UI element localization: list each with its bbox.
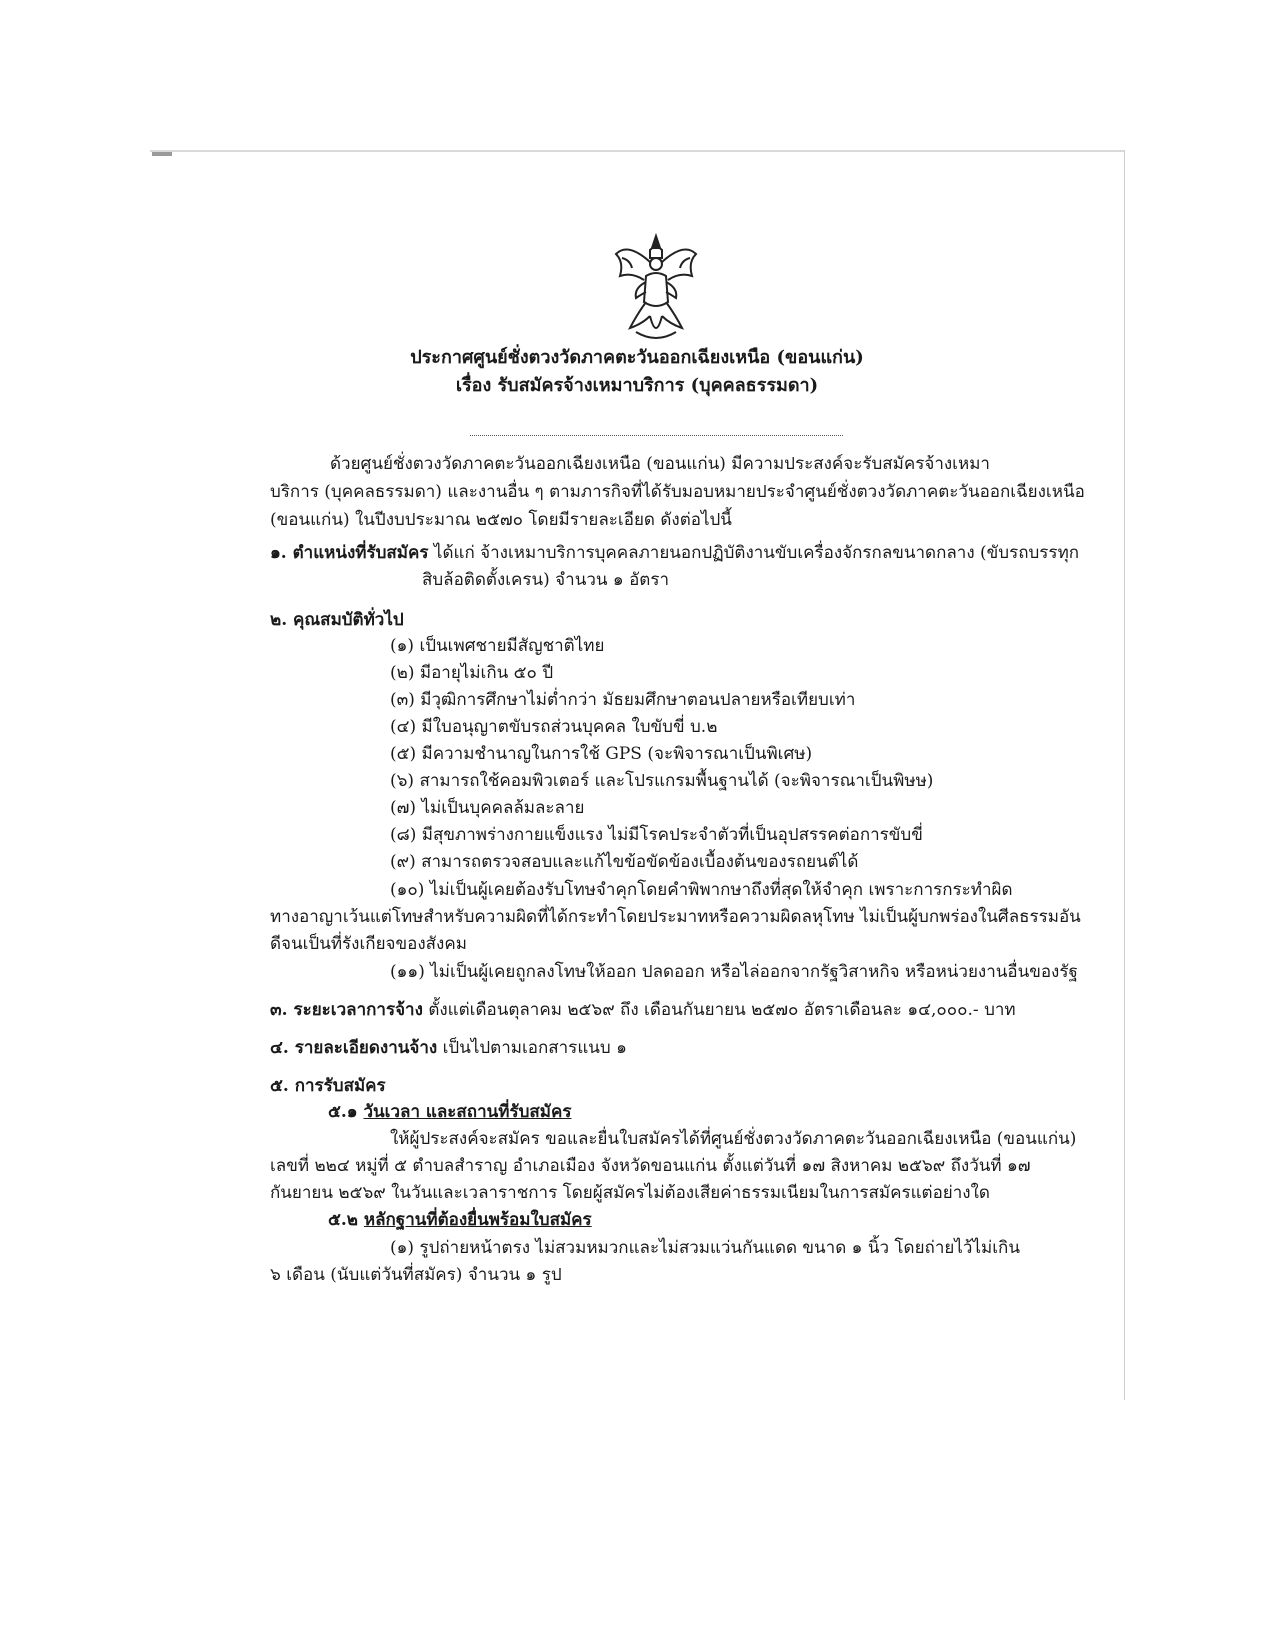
section-5-1-heading <box>328 1100 571 1124</box>
section-5-1-number: ๕.๑ <box>328 1102 364 1122</box>
section-5-2-heading <box>328 1208 592 1232</box>
section-5-1-line-2: เลขที่ ๒๒๔ หมู่ที่ ๕ ตำบลสำราญ อำเภอเมือง จังหวัดขอนแก่น ตั้งแต่วันที่ ๑๗ สิงหาคม ๒๕๖๙ ถึงวันที่ ๑๗ <box>270 1156 1031 1176</box>
qualification-item: (๖) สามารถใช้คอมพิวเตอร์ และโปรแกรมพื้นฐานได้ (จะพิจารณาเป็นพิษษ) <box>390 771 934 791</box>
section-3 <box>270 998 1016 1022</box>
qualification-item-10-line-1: (๑๐) ไม่เป็นผู้เคยต้องรับโทษจำคุกโดยคำพิพากษาถึงที่สุดให้จำคุก เพราะการกระทำผิด <box>390 880 1013 900</box>
intro-line-2: บริการ (บุคคลธรรมดา) และงานอื่น ๆ ตามภารกิจที่ได้รับมอบหมายประจำศูนย์ชั่งตวงวัดภาคตะวันออกเฉียงเหนือ <box>270 482 1085 502</box>
qualification-item: (๔) มีใบอนุญาตขับรถส่วนบุคคล ใบขับขี่ บ.๒ <box>390 717 718 737</box>
section-4 <box>270 1036 627 1060</box>
qualification-item-11: (๑๑) ไม่เป็นผู้เคยถูกลงโทษให้ออก ปลดออก หรือไล่ออกจากรัฐวิสาหกิจ หรือหน่วยงานอื่นของรัฐ <box>390 962 1078 982</box>
qualification-item-10-line-2: ทางอาญาเว้นแต่โทษสำหรับความผิดที่ได้กระทำโดยประมาทหรือความผิดลหุโทษ ไม่เป็นผู้บกพร่องในศีลธรรมอัน <box>270 907 1081 927</box>
section-3-text: ตั้งแต่เดือนตุลาคม ๒๕๖๙ ถึง เดือนกันยายน ๒๕๗๐ อัตราเดือนละ ๑๔,๐๐๐.- บาท <box>422 1000 1016 1020</box>
qualification-item: (๑) เป็นเพศชายมีสัญชาติไทย <box>390 636 605 656</box>
section-4-heading: ๔. รายละเอียดงานจ้าง <box>270 1038 438 1058</box>
section-5-2-title: หลักฐานที่ต้องยื่นพร้อมใบสมัคร <box>363 1210 592 1230</box>
section-3-heading: ๓. ระยะเวลาการจ้าง <box>270 1000 423 1020</box>
section-5-2-line-1: (๑) รูปถ่ายหน้าตรง ไม่สวมหมวกและไม่สวมแว่นกันแดด ขนาด ๑ นิ้ว โดยถ่ายไว้ไม่เกิน <box>390 1238 1020 1258</box>
section-4-text: เป็นไปตามเอกสารแนบ ๑ <box>437 1038 627 1058</box>
section-5-heading: ๕. การรับสมัคร <box>270 1076 386 1096</box>
intro-line-3: (ขอนแก่น) ในปีงบประมาณ ๒๕๗๐ โดยมีรายละเอียด ดังต่อไปนี้ <box>270 510 732 530</box>
section-5-1-title: วันเวลา และสถานที่รับสมัคร <box>363 1102 572 1122</box>
garuda-emblem-icon <box>606 232 706 344</box>
section-5-2-line-2: ๖ เดือน (นับแต่วันที่สมัคร) จำนวน ๑ รูป <box>270 1265 562 1285</box>
qualification-item: (๗) ไม่เป็นบุคคลล้มละลาย <box>390 798 585 818</box>
section-2-heading: ๒. คุณสมบัติทั่วไป <box>270 610 404 630</box>
section-5-1-line-3: กันยายน ๒๕๖๙ ในวันและเวลาราชการ โดยผู้สมัครไม่ต้องเสียค่าธรรมเนียมในการสมัครแต่อย่างใด <box>270 1183 990 1203</box>
intro-line-1: ด้วยศูนย์ชั่งตวงวัดภาคตะวันออกเฉียงเหนือ (ขอนแก่น) มีความประสงค์จะรับสมัครจ้างเหมา <box>330 454 990 474</box>
scan-edge-right <box>1124 150 1125 1400</box>
section-1-text: ได้แก่ จ้างเหมาบริการบุคคลภายนอกปฏิบัติงานขับเครื่องจักรกลขนาดกลาง (ขับรถบรรทุก <box>428 543 1080 563</box>
qualification-item: (๕) มีความชำนาญในการใช้ GPS (จะพิจารณาเป็นพิเศษ) <box>390 744 813 764</box>
section-5-1-line-1: ให้ผู้ประสงค์จะสมัคร ขอและยื่นใบสมัครได้ที่ศูนย์ชั่งตวงวัดภาคตะวันออกเฉียงเหนือ (ขอนแก่น) <box>390 1129 1077 1149</box>
section-5-2-number: ๕.๒ <box>328 1210 364 1230</box>
qualification-item-10-line-3: ดีจนเป็นที่รังเกียจของสังคม <box>270 934 467 954</box>
qualification-item: (๙) สามารถตรวจสอบและแก้ไขข้อขัดข้องเบื้องต้นของรถยนต์ได้ <box>390 852 859 872</box>
qualification-item: (๒) มีอายุไม่เกิน ๕๐ ปี <box>390 663 554 683</box>
title-divider <box>470 435 843 436</box>
document-page <box>150 152 1124 1402</box>
qualification-item: (๓) มีวุฒิการศึกษาไม่ต่ำกว่า มัธยมศึกษาตอนปลายหรือเทียบเท่า <box>390 690 856 710</box>
page-title-line-1: ประกาศศูนย์ชั่งตวงวัดภาคตะวันออกเฉียงเหนือ (ขอนแก่น) <box>410 347 864 368</box>
section-1-heading: ๑. ตำแหน่งที่รับสมัคร <box>270 543 429 563</box>
section-1-text-2: สิบล้อติดตั้งเครน) จำนวน ๑ อัตรา <box>422 570 670 590</box>
section-1 <box>270 541 1079 565</box>
page-title-line-2: เรื่อง รับสมัครจ้างเหมาบริการ (บุคคลธรรมดา) <box>455 375 819 396</box>
qualification-item: (๘) มีสุขภาพร่างกายแข็งแรง ไม่มีโรคประจำตัวที่เป็นอุปสรรคต่อการขับขี่ <box>390 825 923 845</box>
